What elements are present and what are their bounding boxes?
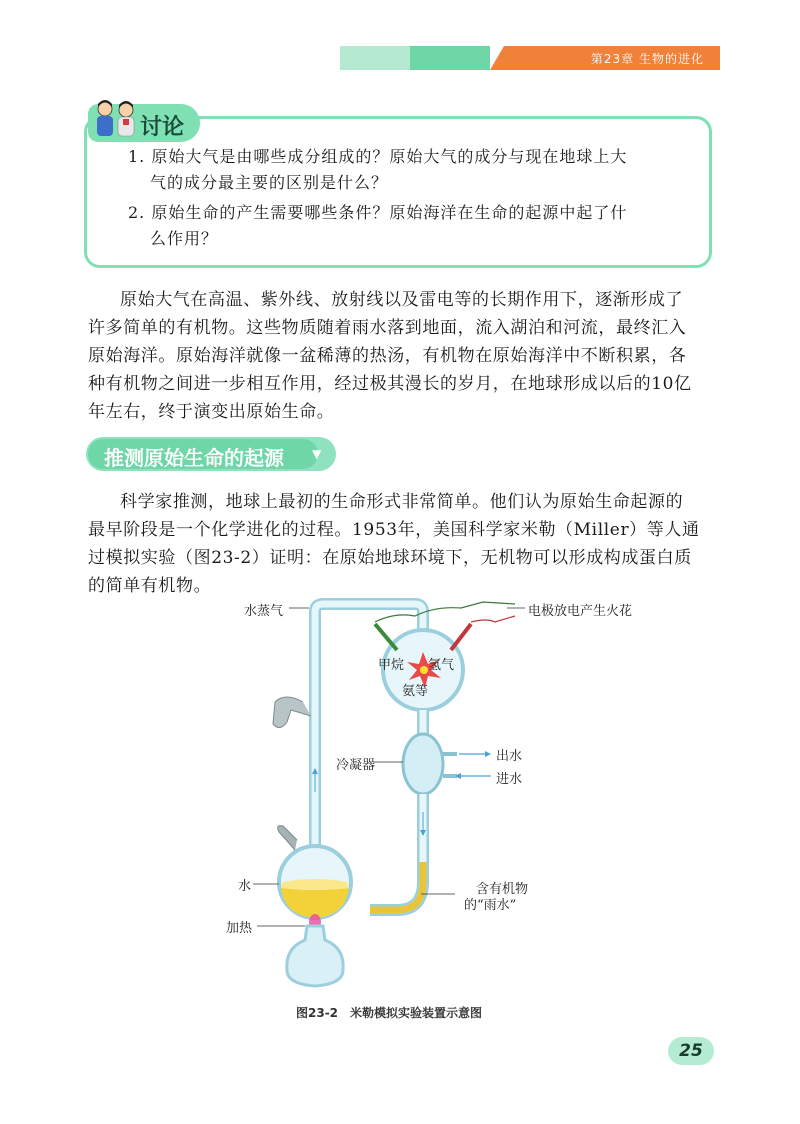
paragraph1-line3: 原始海洋。原始海洋就像一盆稀薄的热汤，有机物在原始海洋中不断积累，各 xyxy=(88,346,687,366)
burner-icon xyxy=(287,926,343,986)
label-spark: 电极放电产生火花 xyxy=(528,604,633,619)
paragraph1-line4: 种有机物之间进一步相互作用，经过极其漫长的岁月，在地球形成以后的10亿 xyxy=(88,374,692,394)
section-arrow-icon: ▼ xyxy=(312,447,322,461)
label-steam: 水蒸气 xyxy=(244,604,284,619)
label-hydrogen: 氢气 xyxy=(428,658,455,673)
condenser xyxy=(403,734,443,794)
label-ammonia: 氨等 xyxy=(402,684,429,699)
chapter-title: 生物的进化 xyxy=(638,52,704,66)
figure-caption: 图23-2 米勒模拟实验装置示意图 xyxy=(296,1006,483,1020)
chapter-header-text xyxy=(591,50,704,67)
label-methane: 甲烷 xyxy=(378,658,405,673)
header-segment-green xyxy=(410,46,490,70)
paragraph2-line2: 最早阶段是一个化学进化的过程。1953年，美国科学家米勒（Miller）等人通 xyxy=(88,520,700,540)
paragraph1-line1: 原始大气在高温、紫外线、放射线以及雷电等的长期作用下，逐渐形成了 xyxy=(120,290,684,310)
label-water-out: 出水 xyxy=(496,749,523,764)
stopcock-bottom xyxy=(278,826,297,850)
header-segment-light xyxy=(340,46,410,70)
paragraph1-line2: 许多简单的有机物。这些物质随着雨水落到地面，流入湖泊和河流，最终汇入 xyxy=(88,318,687,338)
paragraph2-line3: 过模拟实验（图23-2）证明：在原始地球环境下，无机物可以形成构成蛋白质 xyxy=(88,548,692,568)
label-rain-line1: 含有机物 xyxy=(476,882,529,897)
paragraph1-line5: 年左右，终于演变出原始生命。 xyxy=(88,402,335,422)
paragraph2-line1: 科学家推测，地球上最初的生命形式非常简单。他们认为原始生命起源的 xyxy=(120,492,684,512)
discussion-title: 讨论 xyxy=(140,115,185,140)
label-water-in: 进水 xyxy=(496,772,523,787)
students-icon xyxy=(92,98,140,140)
discussion-item-2-line1: 2. 原始生命的产生需要哪些条件？原始海洋在生命的起源中起了什 xyxy=(128,203,628,222)
label-water: 水 xyxy=(238,879,252,894)
discussion-item-1-line1: 1. 原始大气是由哪些成分组成的？原始大气的成分与现在地球上大 xyxy=(128,147,628,166)
paragraph2-line4: 的简单有机物。 xyxy=(88,576,212,596)
miller-apparatus-diagram xyxy=(225,592,675,992)
label-rain-line2: 的“雨水” xyxy=(464,898,517,913)
label-condenser: 冷凝器 xyxy=(336,758,376,773)
label-heat: 加热 xyxy=(226,921,253,936)
page-number: 25 xyxy=(668,1037,714,1065)
discussion-item-1-line2: 气的成分最主要的区别是什么？ xyxy=(150,173,389,192)
discussion-item-2-line2: 么作用？ xyxy=(150,229,219,248)
section-title: 推测原始生命的起源 xyxy=(104,446,284,470)
chapter-number: 第23章 xyxy=(590,52,635,66)
stopcock-left xyxy=(273,697,311,728)
